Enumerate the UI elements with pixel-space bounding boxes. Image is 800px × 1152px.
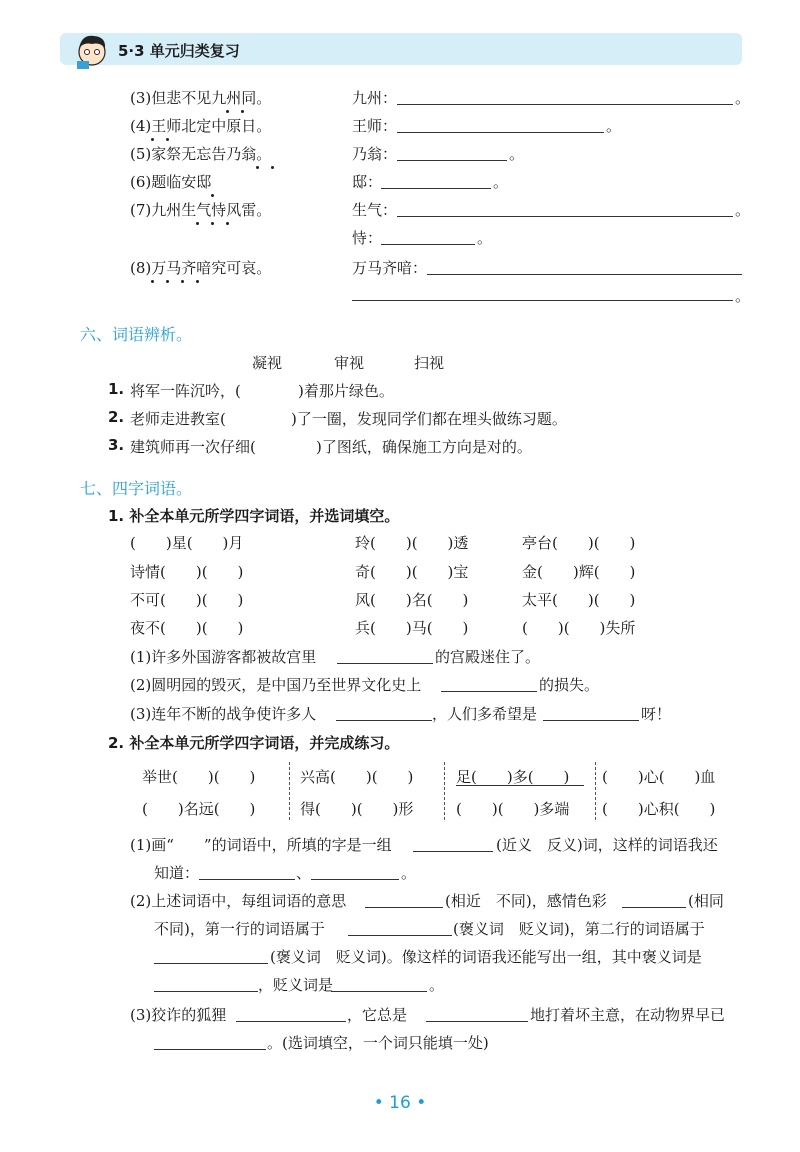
answer-blank[interactable]	[397, 160, 507, 161]
poem-answer-label-6: 邸：	[352, 173, 383, 191]
poem-answer-label-8: 万马齐喑：	[352, 259, 428, 277]
answer-blank[interactable]	[336, 720, 432, 721]
idiom-cell: ( )( )多端	[456, 800, 570, 818]
answer-blank[interactable]	[352, 300, 733, 301]
sentence-part: )着那片绿色。	[298, 382, 394, 400]
poem-answer-label-3: 九州：	[352, 89, 398, 107]
answer-blank[interactable]	[331, 991, 427, 992]
poem-question-5: (5)家祭无忘告乃翁。	[130, 145, 272, 163]
period: 。	[493, 173, 509, 191]
q2-part1: 知道：	[154, 864, 200, 882]
poem-answer-label-7b: 恃：	[352, 229, 383, 247]
item-number: 1.	[108, 380, 125, 398]
idiom-cell: 足( )多( )	[456, 768, 570, 786]
q2-part2: 不同)，第一行的词语属于	[154, 920, 325, 938]
q2-part2: (相近 不同)，感情色彩	[445, 892, 607, 910]
answer-blank[interactable]	[397, 104, 733, 105]
idiom-cell: 举世( )( )	[142, 768, 256, 786]
answer-blank[interactable]	[337, 663, 433, 664]
q2-part3: (3)狡诈的狐狸	[130, 1006, 227, 1024]
idiom-cell: 风( )名( )	[355, 591, 469, 609]
fill-sentence: (1)许多外国游客都被故宫里	[130, 648, 317, 666]
period: 。	[606, 117, 622, 135]
answer-blank[interactable]	[441, 691, 537, 692]
answer-blank[interactable]	[413, 851, 493, 852]
idiom-cell: 兴高( )( )	[300, 768, 414, 786]
separator: 、	[296, 864, 312, 882]
answer-blank[interactable]	[426, 1021, 528, 1022]
answer-blank[interactable]	[154, 1049, 266, 1050]
answer-blank[interactable]	[381, 244, 475, 245]
answer-blank[interactable]	[427, 274, 742, 275]
q2-part3: 。(选词填空，一个词只能填一处)	[267, 1034, 489, 1052]
idiom-cell: 金( )辉( )	[522, 563, 636, 581]
page-number: • 16 •	[373, 1093, 427, 1113]
idiom-cell: ( )心( )血	[602, 768, 716, 786]
answer-blank[interactable]	[365, 907, 443, 908]
poem-question-3: (3)但悲不见九州同。	[130, 89, 272, 107]
choice-word: 扫视	[414, 354, 445, 372]
answer-blank[interactable]	[543, 720, 639, 721]
answer-blank[interactable]	[311, 879, 399, 880]
q2-part2: ，贬义词是	[258, 976, 334, 994]
period: 。	[735, 201, 751, 219]
poem-question-4: (4)王师北定中原日。	[130, 117, 272, 135]
period: 。	[735, 89, 751, 107]
idiom-cell: 玲( )( )透	[355, 534, 469, 552]
poem-question-8: (8)万马齐喑究可哀。	[130, 259, 272, 277]
fill-sentence: (2)圆明园的毁灭，是中国乃至世界文化史上	[130, 676, 422, 694]
table-divider	[595, 762, 596, 820]
choice-word: 审视	[334, 354, 365, 372]
idiom-cell: 兵( )马( )	[355, 619, 469, 637]
q2-part2: (2)上述词语中，每组词语的意思	[130, 892, 347, 910]
idiom-cell: 亭台( )( )	[522, 534, 636, 552]
q2-part2: (相同	[688, 892, 724, 910]
sentence-part: 老师走进教室(	[130, 410, 226, 428]
table-divider	[444, 762, 445, 820]
table-divider	[289, 762, 290, 820]
idiom-cell: 夜不( )( )	[130, 619, 244, 637]
answer-blank[interactable]	[381, 188, 491, 189]
sentence-part: 将军一阵沉吟，(	[130, 382, 241, 400]
period: 。	[401, 864, 417, 882]
item-number: 2.	[108, 408, 125, 426]
answer-blank[interactable]	[622, 907, 686, 908]
sentence-part: )了图纸，确保施工方向是对的。	[316, 438, 532, 456]
answer-blank[interactable]	[199, 879, 295, 880]
q2-part3: 地打着坏主意，在动物界早已	[530, 1006, 726, 1024]
idiom-cell: 诗情( )( )	[130, 563, 244, 581]
sentence-part: )了一圈，发现同学们都在埋头做练习题。	[291, 410, 567, 428]
answer-blank[interactable]	[348, 935, 452, 936]
idiom-cell: ( )心积( )	[602, 800, 716, 818]
section-6-title: 六、词语辨析。	[80, 325, 193, 344]
fill-sentence: 的损失。	[539, 676, 600, 694]
idiom-cell: ( )名远( )	[142, 800, 256, 818]
answer-blank[interactable]	[154, 963, 268, 964]
answer-blank[interactable]	[236, 1021, 346, 1022]
poem-answer-label-5: 乃翁：	[352, 145, 398, 163]
fill-sentence: ，人们多希望是	[432, 705, 538, 723]
question-1-label: 1. 补全本单元所学四字词语，并选词填空。	[108, 507, 400, 525]
idiom-cell: ( )( )失所	[522, 619, 636, 637]
poem-question-7: (7)九州生气恃风雷。	[130, 201, 272, 219]
idiom-cell: 得( )( )形	[300, 800, 414, 818]
question-2-label: 2. 补全本单元所学四字词语，并完成练习。	[108, 734, 400, 752]
fill-sentence: 呀！	[641, 705, 672, 723]
choice-word: 凝视	[252, 354, 283, 372]
q2-part3: ，它总是	[347, 1006, 408, 1024]
student-avatar-icon	[72, 30, 112, 70]
q2-part1: (近义 反义)词，这样的词语我还	[496, 836, 718, 854]
poem-answer-label-7: 生气：	[352, 201, 398, 219]
poem-answer-label-4: 王师：	[352, 117, 398, 135]
sentence-part: 建筑师再一次仔细(	[130, 438, 256, 456]
idiom-cell: 不可( )( )	[130, 591, 244, 609]
period: 。	[509, 145, 525, 163]
idiom-cell: 奇( )( )宝	[355, 563, 469, 581]
poem-question-6: (6)题临安邸	[130, 173, 212, 191]
underline-mark	[456, 785, 584, 786]
item-number: 3.	[108, 436, 125, 454]
q2-part2: (褒义词 贬义词)。像这样的词语我还能写出一组，其中褒义词是	[270, 948, 702, 966]
period: 。	[477, 229, 493, 247]
answer-blank[interactable]	[154, 991, 258, 992]
q2-part2: (褒义词 贬义词)，第二行的词语属于	[453, 920, 705, 938]
q2-part1: (1)画“ ”的词语中，所填的字是一组	[130, 836, 392, 854]
section-7-title: 七、四字词语。	[80, 479, 193, 498]
period: 。	[429, 976, 445, 994]
idiom-cell: ( )星( )月	[130, 534, 244, 552]
answer-blank[interactable]	[397, 132, 604, 133]
answer-blank[interactable]	[397, 216, 733, 217]
fill-sentence: 的宫殿迷住了。	[435, 648, 541, 666]
fill-sentence: (3)连年不断的战争使许多人	[130, 705, 317, 723]
idiom-cell: 太平( )( )	[522, 591, 636, 609]
period: 。	[735, 287, 751, 305]
header-title: 5·3 单元归类复习	[118, 42, 240, 60]
